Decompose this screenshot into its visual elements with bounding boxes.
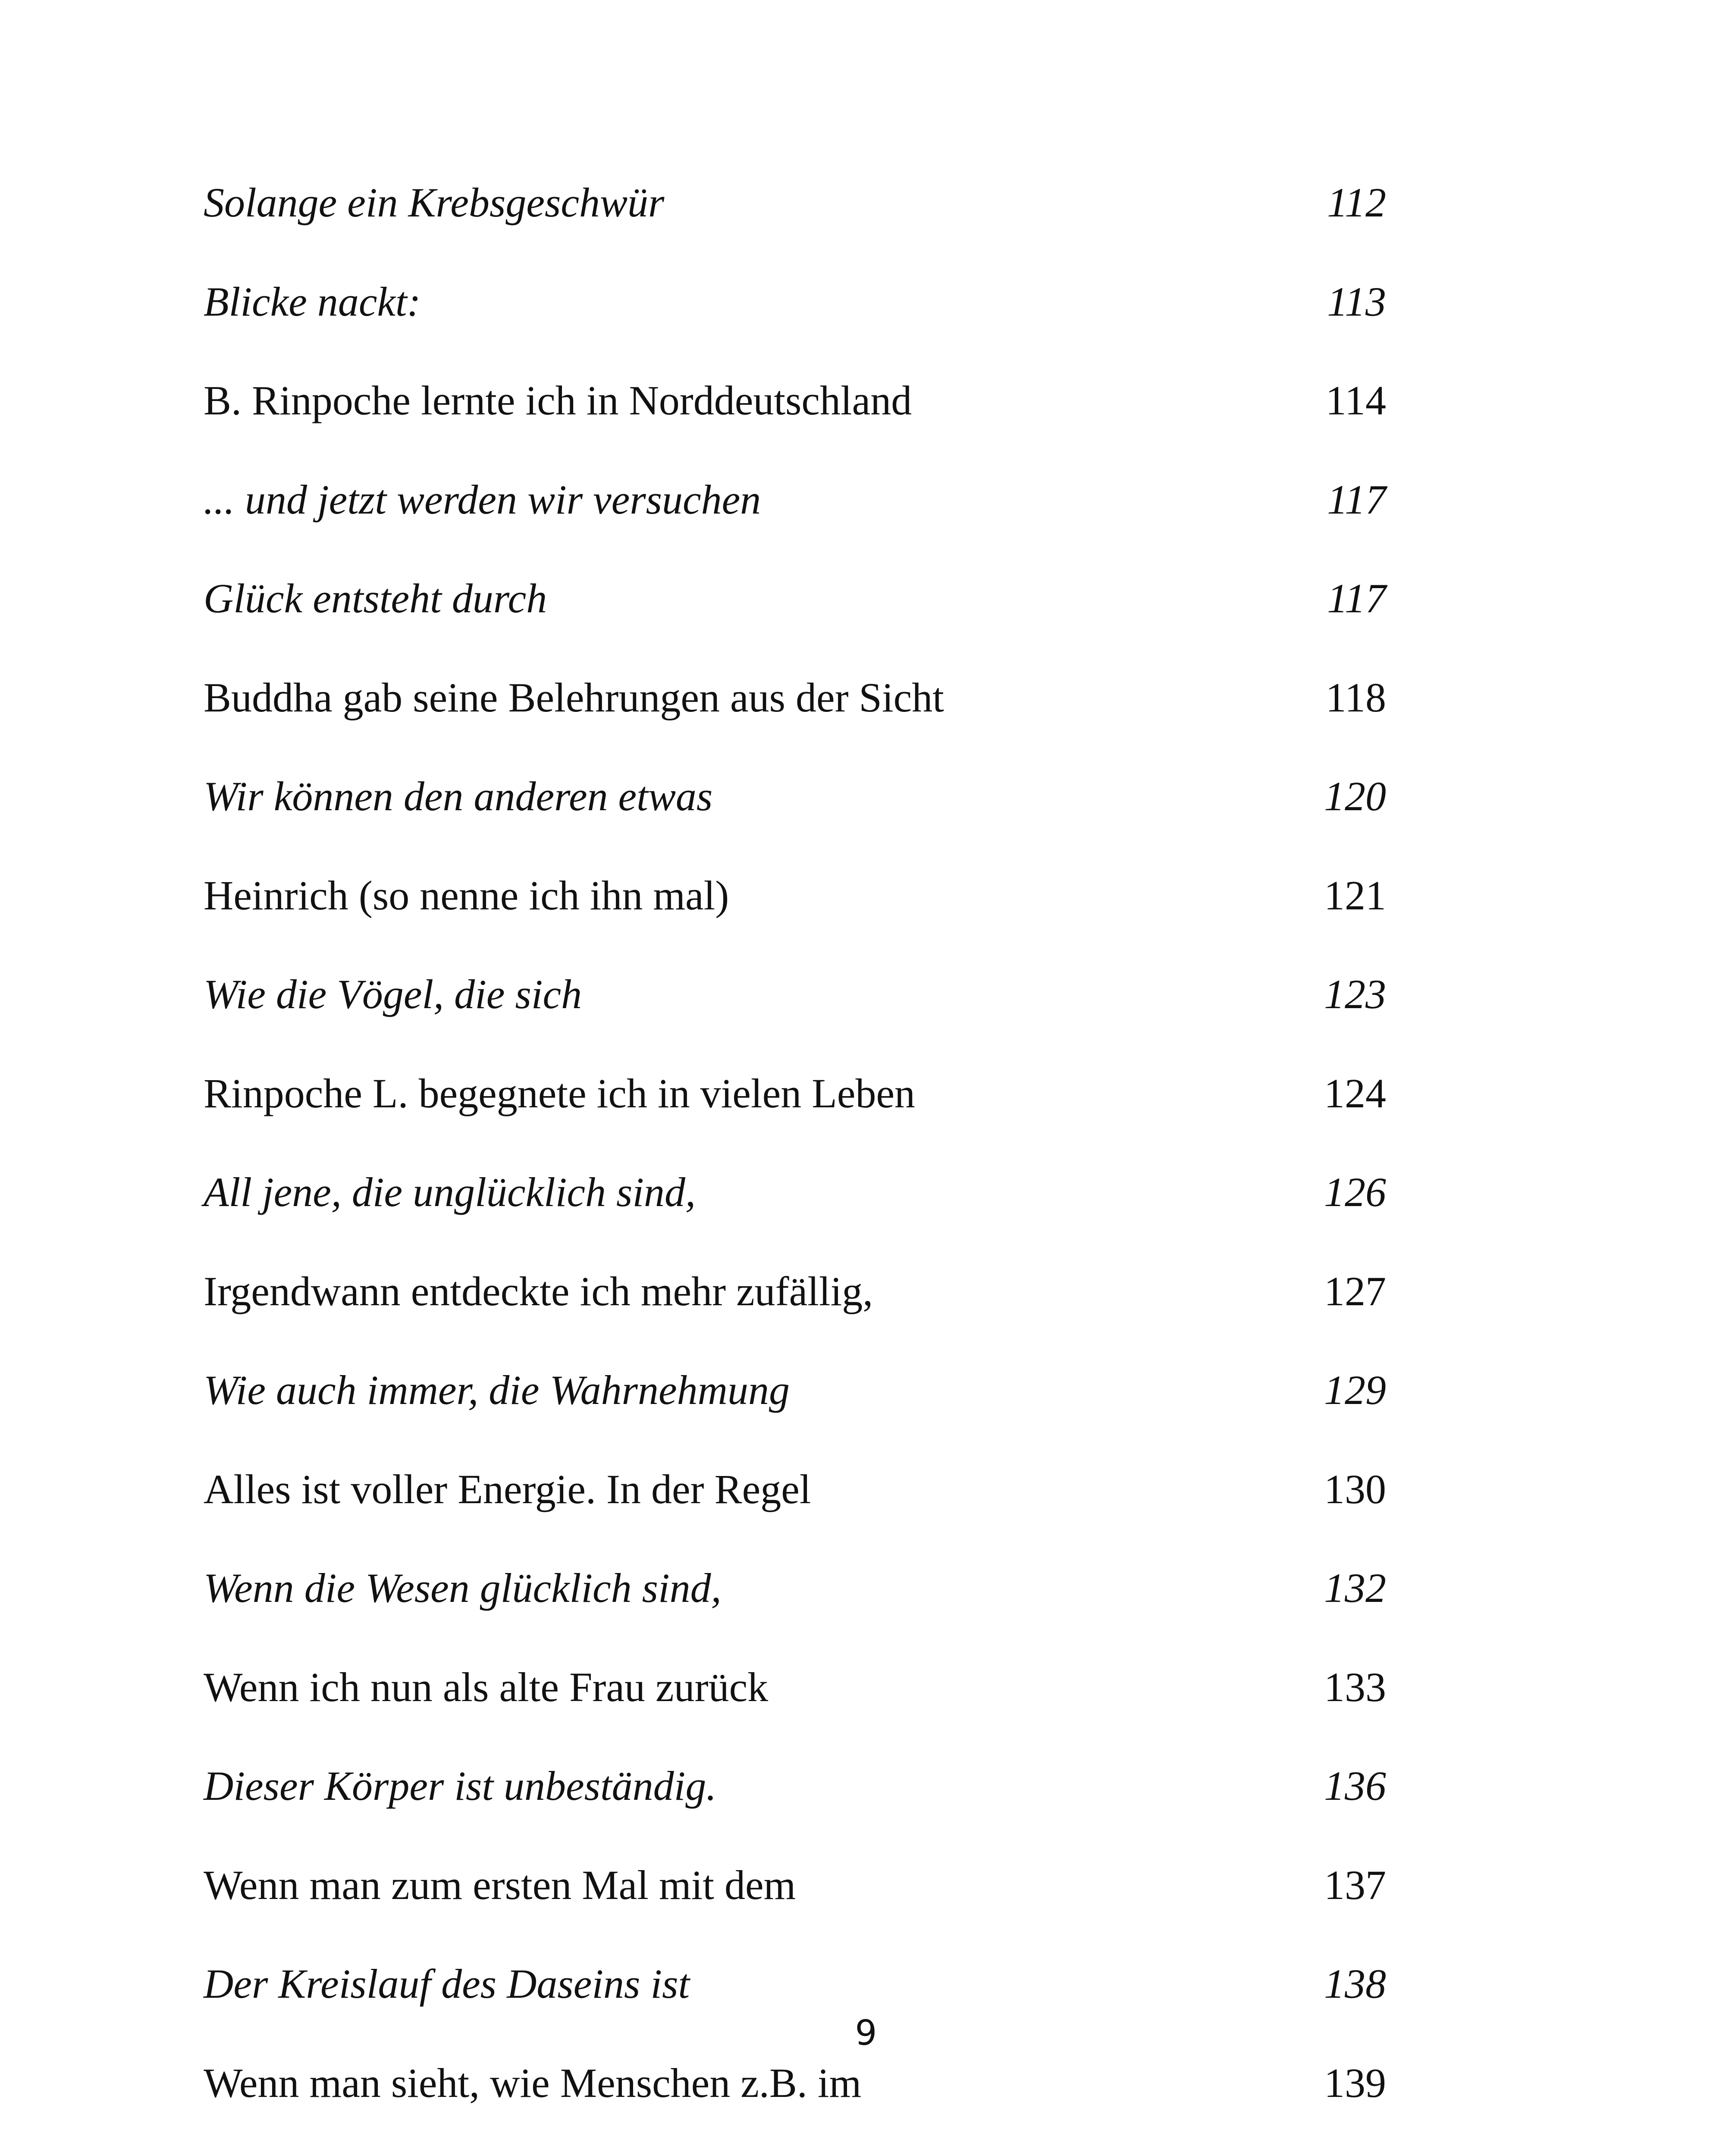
toc-entry — [204, 648, 1386, 747]
page-number: 9 — [855, 2013, 877, 2053]
toc-entry — [204, 1242, 1386, 1341]
toc-entry-page: 120 — [1324, 773, 1386, 819]
toc-entry-title: Wenn man zum ersten Mal mit dem — [204, 1861, 796, 1908]
toc-entry — [204, 747, 1386, 846]
toc-entry-title: Heinrich (so nenne ich ihn mal) — [204, 872, 729, 918]
toc-entry-title: Dieser Körper ist unbeständig. — [204, 1763, 717, 1809]
toc-entry-title: Solange ein Krebsgeschwür — [204, 179, 665, 226]
toc-entry-page: 121 — [1324, 872, 1386, 918]
toc-entry-title: Glück entsteht durch — [204, 575, 547, 621]
toc-entry-page: 137 — [1324, 1861, 1386, 1908]
toc-entry-title — [204, 2132, 754, 2156]
toc-entry-title: Der Kreislauf des Daseins ist — [204, 1961, 690, 2007]
toc-entry-page: 127 — [1324, 1268, 1386, 1314]
toc-entry-title: Irgendwann entdeckte ich mehr zufällig, — [204, 1268, 873, 1314]
toc-entry-title: Alles ist voller Energie. In der Regel — [204, 1466, 811, 1512]
toc-entry-page: 139 — [1324, 2059, 1386, 2106]
toc-entry — [204, 252, 1386, 351]
toc-entry — [204, 450, 1386, 549]
toc-entry-page: 117 — [1327, 476, 1386, 523]
toc-entry — [204, 2132, 1386, 2156]
toc-entry-title: Rinpoche L. begegnete ich in vielen Leben — [204, 1070, 916, 1116]
toc-entry-title: Wenn ich nun als alte Frau zurück — [204, 1664, 769, 1710]
toc-entry-page: 136 — [1324, 1763, 1386, 1809]
toc-entry-page: 123 — [1324, 971, 1386, 1017]
toc-entry-page: 138 — [1324, 1961, 1386, 2007]
toc-entry-title: B. Rinpoche lernte ich in Norddeutschland — [204, 377, 912, 423]
toc-entry-title: Wir können den anderen etwas — [204, 773, 713, 819]
toc-entry-title: All jene, die unglücklich sind, — [204, 1169, 696, 1215]
toc-entry-page: 124 — [1324, 1070, 1386, 1116]
toc-entry-title: Blicke nackt: — [204, 278, 421, 325]
toc-entry — [204, 1736, 1386, 1836]
toc-entry — [204, 1638, 1386, 1737]
toc-entry-title: Wenn man sieht, wie Menschen z.B. im — [204, 2059, 862, 2106]
toc-entry-page: 114 — [1325, 377, 1386, 423]
toc-entry-title: Buddha gab seine Belehrungen aus der Sicht — [204, 674, 944, 721]
toc-entry-title: Wie auch immer, die Wahrnehmung — [204, 1367, 790, 1413]
table-of-contents — [204, 153, 1386, 2156]
toc-entry — [204, 945, 1386, 1044]
toc-entry-page — [1324, 2132, 1386, 2156]
toc-entry — [204, 153, 1386, 252]
toc-entry-title: Wenn die Wesen glücklich sind, — [204, 1565, 722, 1611]
toc-entry-title: Wie die Vögel, die sich — [204, 971, 582, 1017]
toc-entry-page: 129 — [1324, 1367, 1386, 1413]
toc-entry — [204, 1440, 1386, 1539]
toc-entry-page: 113 — [1327, 278, 1386, 325]
toc-entry — [204, 1143, 1386, 1242]
toc-entry-page: 118 — [1325, 674, 1386, 721]
toc-entry — [204, 846, 1386, 945]
toc-entry-page: 133 — [1324, 1664, 1386, 1710]
toc-entry-page: 126 — [1324, 1169, 1386, 1215]
toc-entry-page: 130 — [1324, 1466, 1386, 1512]
toc-entry — [204, 549, 1386, 648]
toc-entry — [204, 1836, 1386, 1935]
toc-entry — [204, 1539, 1386, 1638]
toc-entry-title: ... und jetzt werden wir versuchen — [204, 476, 761, 523]
toc-entry — [204, 1044, 1386, 1143]
toc-entry-page: 132 — [1324, 1565, 1386, 1611]
toc-entry-page: 112 — [1327, 179, 1386, 226]
toc-entry — [204, 1341, 1386, 1440]
toc-entry — [204, 351, 1386, 450]
toc-entry-page: 117 — [1327, 575, 1386, 621]
